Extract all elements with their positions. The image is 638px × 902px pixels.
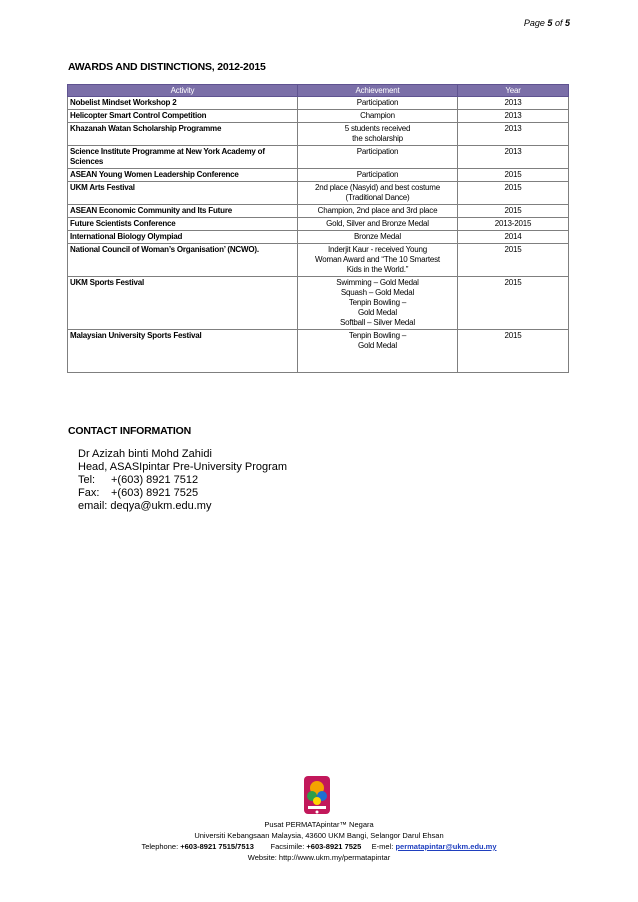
contact-email: email: deqya@ukm.edu.my (78, 500, 212, 512)
contact-fax-label: Fax: (78, 487, 100, 499)
contact-fax-line (78, 487, 287, 500)
cell-year: 2015 (458, 169, 569, 182)
cell-activity: Khazanah Watan Scholarship Programme (68, 123, 298, 146)
table-header-row (68, 85, 569, 97)
cell-activity: ASEAN Economic Community and Its Future (68, 205, 298, 218)
cell-achievement: 2nd place (Nasyid) and best costume (Traditional Dance) (298, 182, 458, 205)
column-header-activity: Activity (68, 85, 298, 97)
footer-website[interactable]: Website: http://www.ukm.my/permatapintar (247, 853, 391, 862)
cell-activity: Helicopter Smart Control Competition (68, 110, 298, 123)
cell-activity: International Biology Olympiad (68, 231, 298, 244)
footer-contact-line: Telephone: +603-8921 7515/7513 Facsimile: +603-8921 7525 E-mel: permatapintar@ukm.edu.my (141, 842, 497, 851)
footer-org: Pusat PERMATApintar™ Negara (264, 820, 374, 829)
footer-address: Universiti Kebangsaan Malaysia, 43600 UKM Bangi, Selangor Darul Ehsan (194, 831, 444, 840)
cell-achievement: Bronze Medal (298, 231, 458, 244)
cell-activity: UKM Arts Festival (68, 182, 298, 205)
cell-activity: UKM Sports Festival (68, 277, 298, 330)
contact-tel-label: Tel: (78, 474, 96, 486)
table-row (68, 110, 569, 123)
page-footer (0, 819, 638, 863)
cell-achievement: 5 students received the scholarship (298, 123, 458, 146)
cell-activity: Future Scientists Conference (68, 218, 298, 231)
cell-year: 2013 (458, 146, 569, 169)
footer-email-link[interactable]: permatapintar@ukm.edu.my (395, 842, 497, 851)
cell-achievement: Participation (298, 169, 458, 182)
cell-year: 2014 (458, 231, 569, 244)
cell-year: 2013-2015 (458, 218, 569, 231)
footer-tel: +603-8921 7515/7513 (180, 842, 254, 851)
awards-table (67, 84, 569, 373)
cell-year: 2015 (458, 277, 569, 330)
contact-tel: +(603) 8921 7512 (111, 474, 199, 486)
cell-achievement: Tenpin Bowling – Gold Medal (298, 330, 458, 373)
table-row (68, 182, 569, 205)
cell-activity: National Council of Woman’s Organisation’ (NCWO). (68, 244, 298, 277)
cell-year: 2013 (458, 110, 569, 123)
column-header-achievement: Achievement (298, 85, 458, 97)
permatapintar-logo (302, 776, 332, 816)
cell-achievement: Champion (298, 110, 458, 123)
table-row (68, 169, 569, 182)
footer-fax: +603-8921 7525 (306, 842, 362, 851)
cell-achievement: Participation (298, 97, 458, 110)
cell-achievement: Inderjit Kaur - received Young Woman Award and “The 10 Smartest Kids in the World.” (298, 244, 458, 277)
awards-section-title: AWARDS AND DISTINCTIONS, 2012-2015 (68, 61, 266, 73)
table-row (68, 244, 569, 277)
cell-achievement: Champion, 2nd place and 3rd place (298, 205, 458, 218)
table-row (68, 330, 569, 373)
table-row (68, 97, 569, 110)
table-row (68, 231, 569, 244)
cell-year: 2015 (458, 244, 569, 277)
cell-year: 2015 (458, 182, 569, 205)
contact-block (78, 448, 287, 513)
page-number: Page 5 of 5 (523, 18, 570, 28)
contact-position: Head, ASASIpintar Pre-University Program (78, 461, 288, 473)
table-row (68, 218, 569, 231)
cell-year: 2013 (458, 123, 569, 146)
cell-achievement: Swimming – Gold Medal Squash – Gold Medal Tenpin Bowling – Gold Medal Softball – Silver Medal (298, 277, 458, 330)
table-row (68, 146, 569, 169)
cell-activity: Science Institute Programme at New York Academy of Sciences (68, 146, 298, 169)
contact-fax: +(603) 8921 7525 (111, 487, 199, 499)
table-row (68, 277, 569, 330)
awards-table-body (68, 97, 569, 373)
cell-year: 2013 (458, 97, 569, 110)
cell-achievement: Gold, Silver and Bronze Medal (298, 218, 458, 231)
table-row (68, 123, 569, 146)
cell-activity: ASEAN Young Women Leadership Conference (68, 169, 298, 182)
cell-year: 2015 (458, 330, 569, 373)
cell-year: 2015 (458, 205, 569, 218)
cell-activity: Malaysian University Sports Festival (68, 330, 298, 373)
cell-achievement: Participation (298, 146, 458, 169)
contact-name: Dr Azizah binti Mohd Zahidi (78, 448, 212, 460)
contact-section-title: CONTACT INFORMATION (68, 425, 191, 437)
column-header-year: Year (458, 85, 569, 97)
cell-activity: Nobelist Mindset Workshop 2 (68, 97, 298, 110)
contact-tel-line (78, 474, 287, 487)
table-row (68, 205, 569, 218)
